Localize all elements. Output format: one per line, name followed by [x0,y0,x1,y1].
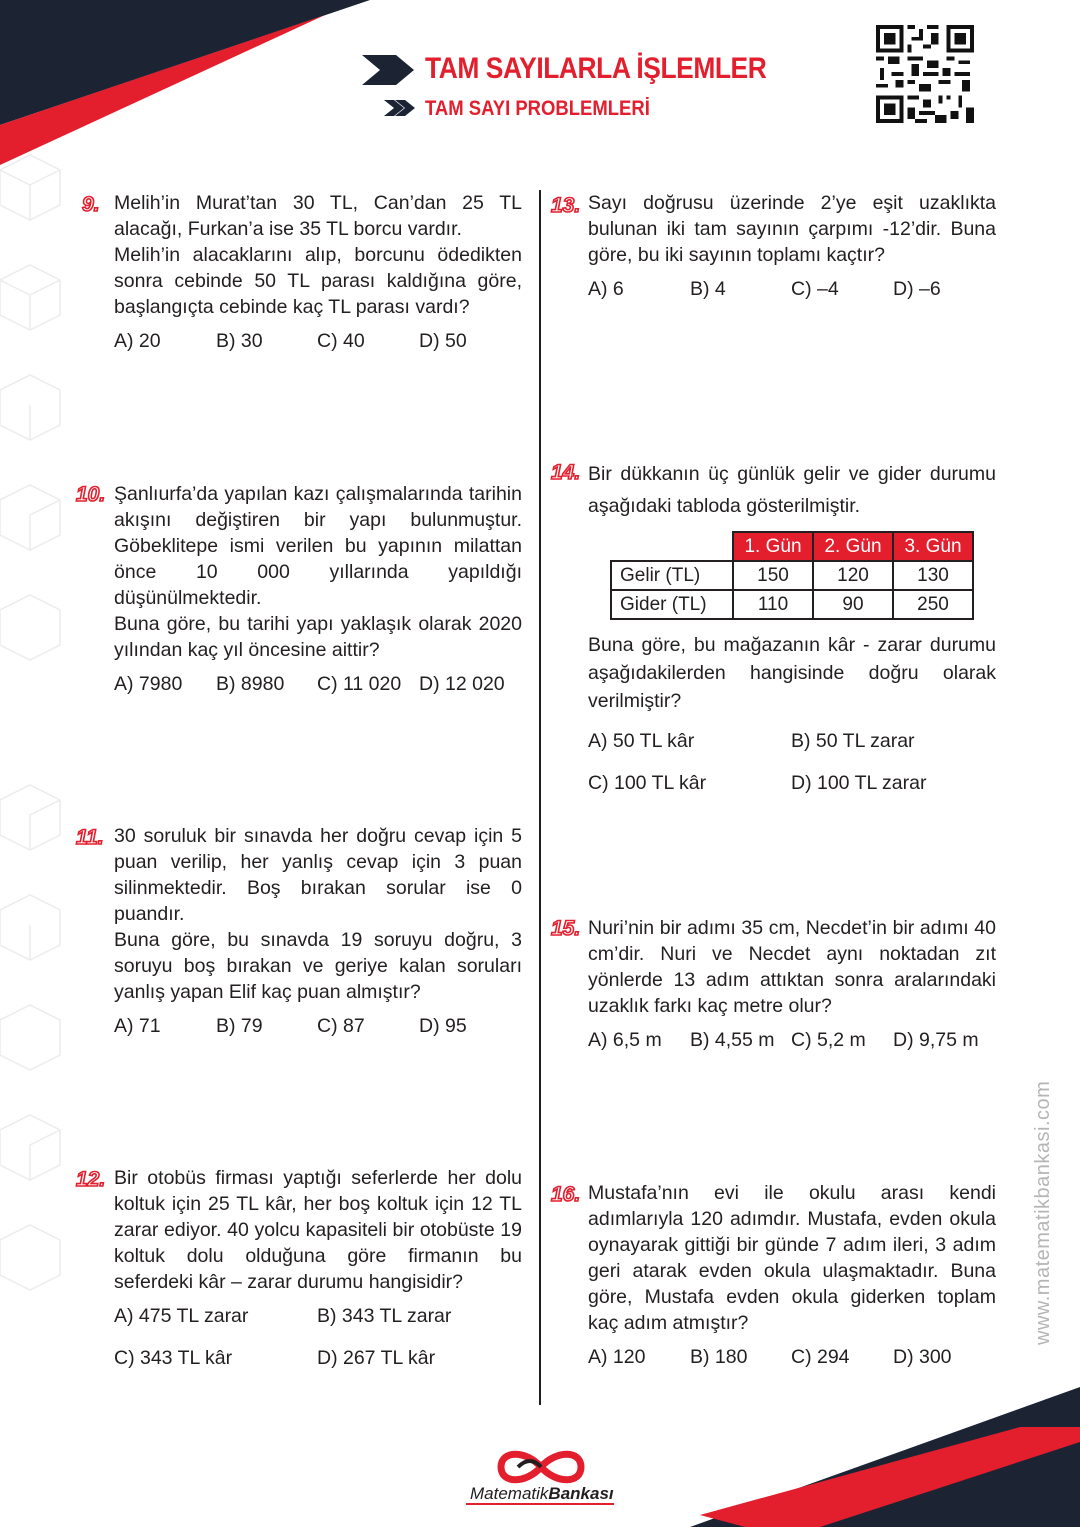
q12-option-b[interactable]: B) 343 TL zarar [317,1305,452,1327]
q13-option-b[interactable]: B) 4 [690,278,726,300]
q16-option-c[interactable]: C) 294 [791,1346,850,1368]
question-number-11: 11. [76,826,104,849]
logo-text-part1: Matematik [470,1484,549,1503]
question-number-12: 12. [76,1168,106,1191]
question-number-14: 14. [551,461,581,484]
q15-option-c[interactable]: C) 5,2 m [791,1029,866,1051]
question-number-9: 9. [82,193,100,216]
question-number-10: 10. [76,483,106,506]
q14-option-b[interactable]: B) 50 TL zarar [791,730,915,752]
q16-option-d[interactable]: D) 300 [893,1346,952,1368]
q11-option-b[interactable]: B) 79 [216,1015,263,1037]
q14-option-a[interactable]: A) 50 TL kâr [588,730,695,752]
column-divider [539,190,541,1405]
question-15-text: Nuri’nin bir adımı 35 cm, Necdet’in bir adımı 40 cm’dir. Nuri ve Necdet aynı noktadan zıt yönlerde 13 adım attıktan sonra aralarındaki uzaklık farkı kaç metre olur? [588,917,996,1017]
table-corner [611,532,733,561]
q10-option-b[interactable]: B) 8980 [216,673,285,695]
q9-option-c[interactable]: C) 40 [317,330,365,352]
q14-option-d[interactable]: D) 100 TL zarar [791,772,927,794]
table-cell: 120 [813,561,893,590]
q10-option-d[interactable]: D) 12 020 [419,673,505,695]
question-12-text: Bir otobüs firması yaptığı seferlerde her dolu koltuk için 25 TL kâr, her boş koltuk için 12 TL zarar ediyor. 40 yolcu kapasiteli bir otobüste 19 koltuk dolu olduğuna göre firmanın bu seferdeki kâr – zarar durumu hangisidir? [114,1167,522,1293]
question-13-text: Sayı doğrusu üzerinde 2’ye eşit uzaklıkta bulunan iki tam sayının çarpımı -12’dir. Buna göre, bu iki sayının toplamı kaçtır? [588,192,996,266]
question-14-text: Bir dükkanın üç günlük gelir ve gider durumu aşağıdaki tabloda gösterilmiştir. [588,463,996,517]
question-11-text: 30 soruluk bir sınavda her doğru cevap için 5 puan verilip, her yanlış cevap için 3 puan silinmektedir. Boş bırakan sorular ise 0 puandır. [114,825,522,925]
q15-option-d[interactable]: D) 9,75 m [893,1029,979,1051]
q10-option-a[interactable]: A) 7980 [114,673,183,695]
question-14-body [588,631,996,805]
question-number-16: 16. [551,1183,581,1206]
qr-code[interactable] [876,25,974,123]
logo-text-part2: Bankası [548,1484,614,1503]
question-10-text2: Buna göre, bu tarihi yapı yaklaşık olarak 2020 yılından kaç yıl öncesine aittir? [114,613,522,661]
q12-option-a[interactable]: A) 475 TL zarar [114,1305,249,1327]
q15-option-b[interactable]: B) 4,55 m [690,1029,775,1051]
q13-option-a[interactable]: A) 6 [588,278,624,300]
question-16-text: Mustafa’nın evi ile okulu arası kendi adımlarıyla 120 adımdır. Mustafa, evden okula oynayarak gittiği bir günde 7 adım ileri, 3 adım geri atarak evden okula ulaşmaktadır. Buna göre, Mustafa evden okula giderken toplam kaç adım atmıştır? [588,1182,996,1334]
q9-option-b[interactable]: B) 30 [216,330,263,352]
q14-option-c[interactable]: C) 100 TL kâr [588,772,707,794]
question-12 [114,1165,522,1385]
income-expense-table [610,531,974,620]
question-9 [114,190,522,358]
page-title: TAM SAYILARLA İŞLEMLER [425,52,767,85]
q16-option-b[interactable]: B) 180 [690,1346,748,1368]
background-cube-pattern [0,150,70,1450]
q12-option-c[interactable]: C) 343 TL kâr [114,1347,233,1369]
table-row-label-income: Gelir (TL) [611,561,733,590]
question-number-13: 13. [551,194,581,217]
table-cell: 90 [813,590,893,619]
question-9-text: Melih’in Murat’tan 30 TL, Can’dan 25 TL alacağı, Furkan’a ise 35 TL borcu vardır. [114,192,522,240]
question-number-15: 15. [551,917,581,940]
question-14-intro [588,458,996,522]
corner-decoration-bottom-right [690,1387,1080,1527]
q16-option-a[interactable]: A) 120 [588,1346,646,1368]
q13-option-c[interactable]: C) –4 [791,278,839,300]
question-9-text2: Melih’in alacaklarını alıp, borcunu ödedikten sonra cebinde 50 TL parası kaldığına göre, başlangıçta cebinde kaç TL parası vardı? [114,244,522,318]
table-header-day1: 1. Gün [733,532,813,561]
table-cell: 130 [893,561,973,590]
question-13 [588,190,996,306]
table-cell: 110 [733,590,813,619]
q11-option-d[interactable]: D) 95 [419,1015,467,1037]
q9-option-d[interactable]: D) 50 [419,330,467,352]
question-10-text: Şanlıurfa’da yapılan kazı çalışmalarında tarihin akışını değiştiren bir yapı bulunmuştur. Göbeklitepe ismi verilen bu yapının milattan önce 10 000 yıllarında yapıldığı düşünülmektedir. [114,483,522,609]
logo-underline [466,1503,614,1505]
table-cell: 250 [893,590,973,619]
footer-logo-text [470,1484,614,1504]
q15-option-a[interactable]: A) 6,5 m [588,1029,662,1051]
website-url[interactable]: www.matematikbankasi.com [1032,1080,1054,1345]
table-header-day2: 2. Gün [813,532,893,561]
question-10 [114,481,522,701]
table-header-day3: 3. Gün [893,532,973,561]
q12-option-d[interactable]: D) 267 TL kâr [317,1347,436,1369]
q11-option-a[interactable]: A) 71 [114,1015,161,1037]
question-16 [588,1180,996,1374]
question-14-text2: Buna göre, bu mağazanın kâr - zarar durumu aşağıdakilerden hangisinde doğru olarak verilmiştir? [588,634,996,712]
header-chevron-icon [362,50,417,125]
q10-option-c[interactable]: C) 11 020 [317,673,402,695]
table-cell: 150 [733,561,813,590]
page-subtitle: TAM SAYI PROBLEMLERİ [425,97,650,120]
table-row-label-expense: Gider (TL) [611,590,733,619]
question-15 [588,915,996,1057]
q9-option-a[interactable]: A) 20 [114,330,161,352]
question-11-text2: Buna göre, bu sınavda 19 soruyu doğru, 3 soruyu boş bırakan ve geriye kalan soruları yanlış yapan Elif kaç puan almıştır? [114,929,522,1003]
corner-decoration-top-left [0,0,370,170]
q13-option-d[interactable]: D) –6 [893,278,941,300]
q11-option-c[interactable]: C) 87 [317,1015,365,1037]
question-11 [114,823,522,1043]
